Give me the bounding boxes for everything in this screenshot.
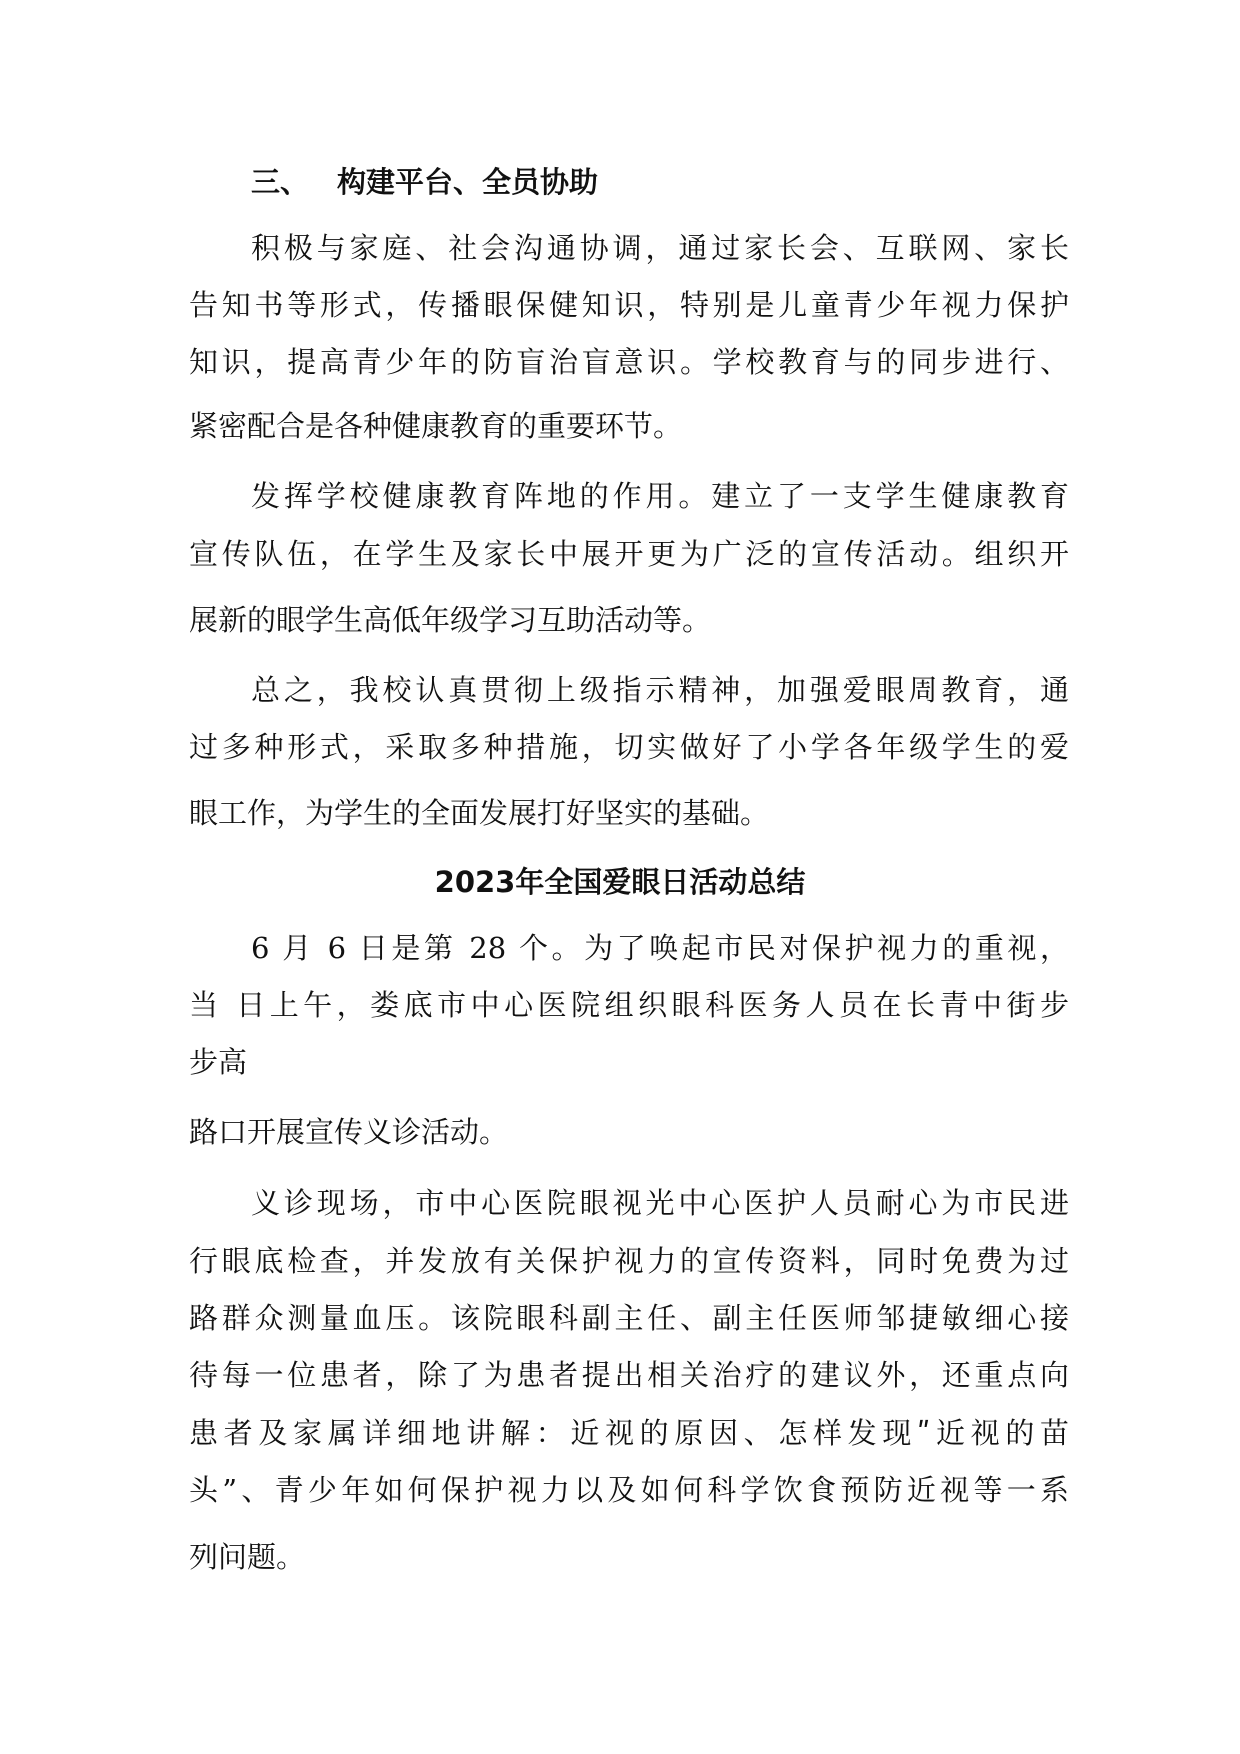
- paragraph-line: 总之，我校认真贯彻上级指示精神，加强爱眼周教育，通: [251, 673, 1069, 707]
- paragraph-line: 当 日上午，娄底市中心医院组织眼科医务人员在长青中街步: [189, 988, 1069, 1022]
- paragraph-line: 头”、青少年如何保护视力以及如何科学饮食预防近视等一系: [189, 1473, 1069, 1507]
- paragraph-line: 6 月 6 日是第 28 个。为了唤起市民对保护视力的重视，: [251, 931, 1069, 965]
- paragraph-line: 过多种形式，采取多种措施，切实做好了小学各年级学生的爱: [189, 730, 1069, 764]
- paragraph-line: 告知书等形式，传播眼保健知识，特别是儿童青少年视力保护: [189, 288, 1069, 322]
- paragraph-line: 发挥学校健康教育阵地的作用。建立了一支学生健康教育: [251, 479, 1069, 513]
- section-heading-number: 三、: [251, 165, 310, 199]
- paragraph-line: 患者及家属详细地讲解：近视的原因、怎样发现ʺ近视的苗: [189, 1416, 1069, 1450]
- paragraph-line: 义诊现场，市中心医院眼视光中心医护人员耐心为市民进: [251, 1186, 1069, 1220]
- paragraph-line: 路群众测量血压。该院眼科副主任、副主任医师邹捷敏细心接: [189, 1301, 1069, 1335]
- paragraph-line: 展新的眼学生高低年级学习互助活动等。: [189, 603, 712, 637]
- paragraph-line: 知识，提高青少年的防盲治盲意识。学校教育与的同步进行、: [189, 345, 1069, 379]
- section-heading-text: 构建平台、全员协助: [337, 165, 599, 199]
- paragraph-line: 待每一位患者，除了为患者提出相关治疗的建议外，还重点向: [189, 1358, 1069, 1392]
- document-title: 2023年全国爱眼日活动总结: [434, 865, 806, 899]
- section-heading: [251, 162, 851, 202]
- paragraph-line: 眼工作，为学生的全面发展打好坚实的基础。: [189, 796, 770, 830]
- paragraph-line: 列问题。: [189, 1540, 306, 1574]
- paragraph-line: 积极与家庭、社会沟通协调，通过家长会、互联网、家长: [251, 231, 1069, 265]
- paragraph-line: 宣传队伍，在学生及家长中展开更为广泛的宣传活动。组织开: [189, 537, 1069, 571]
- paragraph-line: 紧密配合是各种健康教育的重要环节。: [189, 409, 683, 443]
- paragraph-line: 步高: [189, 1045, 248, 1079]
- paragraph-line: 路口开展宣传义诊活动。: [189, 1115, 509, 1149]
- paragraph-line: 行眼底检查，并发放有关保护视力的宣传资料，同时免费为过: [189, 1244, 1069, 1278]
